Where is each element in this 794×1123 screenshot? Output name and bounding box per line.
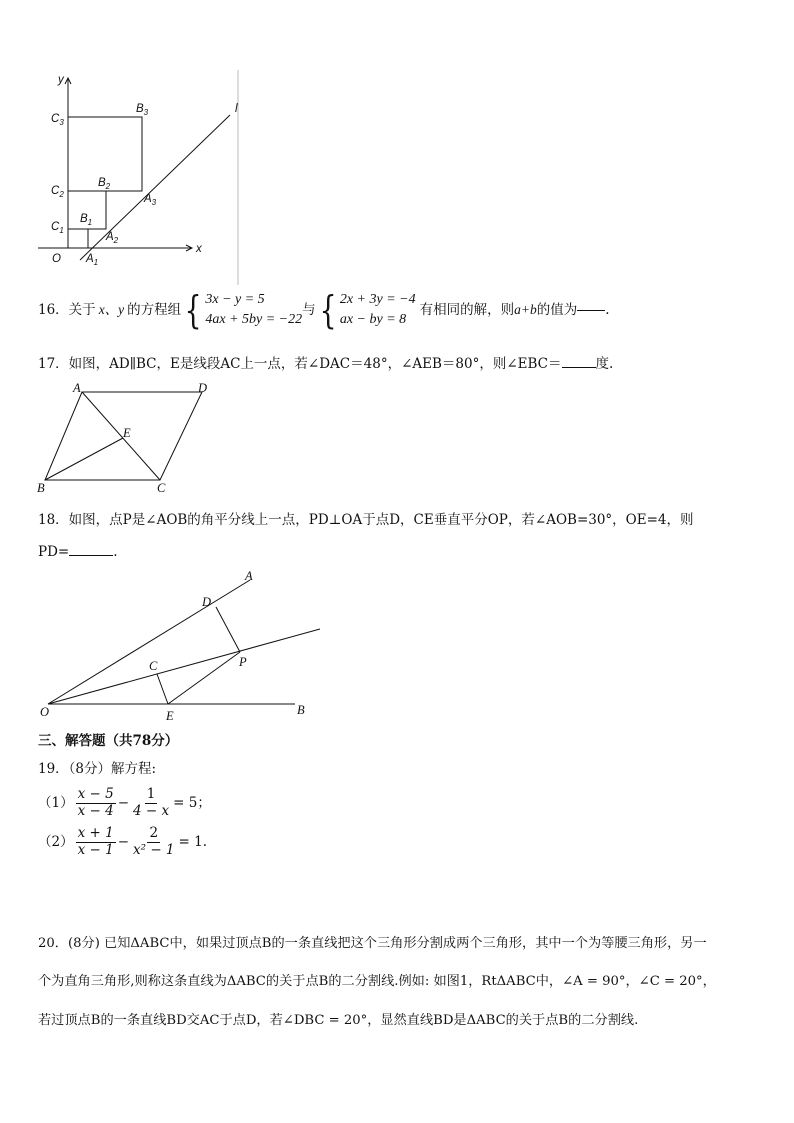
- label-C: C: [157, 481, 166, 495]
- sys2-eq2: ax − by = 8: [339, 312, 407, 328]
- label-x: x: [196, 243, 202, 255]
- fraction: $\frac{x - 5}{x - 4}$: [77, 786, 114, 819]
- label-l: l: [235, 103, 238, 115]
- answer-blank: [577, 309, 605, 311]
- question-20-line3: [38, 1013, 638, 1029]
- label-C3: $C_3$: [51, 113, 64, 127]
- label-y: y: [58, 74, 64, 86]
- label-A1: $A_1$: [86, 253, 99, 267]
- q17-end: 度.: [595, 356, 614, 372]
- q19-title: 19．（8分）解方程:: [38, 761, 157, 777]
- segment-EP: [168, 652, 240, 704]
- minus-sign: −: [117, 794, 130, 811]
- label-P: P: [239, 655, 247, 669]
- question-18-line2: [38, 544, 118, 560]
- q16-prefix: 16．关于: [38, 302, 96, 319]
- equation-system-2: [340, 290, 416, 331]
- sys2-eq1: 2x + 3y = −4: [339, 292, 416, 307]
- left-brace-icon: {: [184, 288, 202, 333]
- label-C1: $C_1$: [51, 221, 64, 235]
- q18-prefix: PD=: [38, 544, 70, 560]
- label-O: O: [40, 705, 50, 719]
- label-A3: $A_3$: [144, 193, 157, 207]
- q16-text3: 的值为: [536, 302, 578, 319]
- fraction: $\frac{1}{4 - x}$: [133, 786, 170, 819]
- label-B1: $B_1$: [80, 213, 93, 227]
- q19-p2-label: （2）: [38, 833, 74, 850]
- equation-system-1: [205, 290, 302, 331]
- label-D: D: [202, 595, 212, 609]
- label-B: B: [297, 703, 305, 717]
- figure-parallelogram: [35, 380, 225, 495]
- label-B3: $B_3$: [136, 103, 149, 117]
- label-O: O: [52, 253, 61, 265]
- label-E: E: [123, 426, 131, 440]
- label-A: A: [245, 569, 253, 583]
- label-C2: $C_2$: [51, 185, 64, 199]
- sys1-eq2: 4ax + 5by = −22: [205, 312, 303, 328]
- answer-blank: [69, 554, 113, 556]
- sys1-eq1: 3x − y = 5: [205, 292, 265, 307]
- label-D: D: [198, 381, 208, 395]
- label-A: A: [73, 381, 81, 395]
- section-heading: [38, 733, 178, 749]
- q18-end: .: [113, 544, 118, 560]
- q20-line2: 个为直角三角形,则称这条直线为ΔABC的关于点B的二分割线.例如: 如图1，RtΔABC中，∠A = 90°，∠C = 20°，: [38, 974, 716, 989]
- q16-mid: 与: [302, 302, 316, 319]
- q19-p1-label: （1）: [38, 794, 74, 811]
- q16-expr: a+b: [514, 302, 537, 318]
- figure-squares-on-line: [30, 70, 250, 285]
- segment-CE: [157, 674, 168, 704]
- section-title: 三、解答题（共78分）: [38, 733, 179, 749]
- label-B2: $B_2$: [98, 177, 111, 191]
- label-E: E: [166, 709, 174, 723]
- q16-end: .: [605, 302, 610, 319]
- q20-line3: 若过顶点B的一条直线BD交AC于点D，若∠DBC = 20°，显然直线BD是ΔABC的关于点B的二分割线.: [38, 1013, 639, 1028]
- question-20-line1: [38, 936, 707, 952]
- q16-text1: 的方程组: [127, 302, 182, 319]
- q16-text2: 有相同的解，则: [419, 302, 515, 319]
- left-brace-icon: {: [319, 288, 337, 333]
- label-B: B: [37, 481, 45, 495]
- q17-text: 17．如图，AD∥BC，E是线段AC上一点，若∠DAC＝48°，∠AEB＝80°，则∠EBC＝: [38, 356, 562, 372]
- segment-AC: [82, 392, 160, 480]
- segment-BE: [45, 438, 123, 480]
- figure-angle-bisector: [35, 568, 335, 728]
- question-19-part2: [38, 826, 207, 858]
- fraction: $\frac{2}{\text{x² − 1}}$: [133, 825, 175, 858]
- label-C: C: [149, 659, 158, 673]
- question-16: [38, 290, 610, 331]
- fraction: $\frac{x + 1}{x - 1}$: [77, 825, 114, 858]
- q19-p2-rhs: = 1.: [178, 833, 208, 850]
- label-A2: $A_2$: [106, 231, 119, 245]
- minus-sign: −: [117, 833, 130, 850]
- question-20-line2: [38, 974, 716, 990]
- q18-line1: 18．如图，点P是∠AOB的角平分线上一点，PD⊥OA于点D，CE垂直平分OP，若∠AOB=30°，OE=4，则: [38, 512, 694, 528]
- question-19-title: [38, 761, 156, 777]
- square-1: [68, 229, 88, 248]
- q20-line1: 20．(8分) 已知ΔABC中，如果过顶点B的一条直线把这个三角形分割成两个三角形，其中一个为等腰三角形，另一: [38, 936, 707, 951]
- question-19-part1: [38, 787, 211, 819]
- answer-blank: [562, 366, 596, 368]
- segment-PD: [216, 607, 240, 652]
- question-17: [38, 356, 613, 372]
- q19-p1-rhs: = 5；: [173, 794, 211, 811]
- q16-vars: x、y: [98, 302, 125, 318]
- ray-OA: [48, 580, 250, 704]
- question-18-line1: [38, 512, 694, 528]
